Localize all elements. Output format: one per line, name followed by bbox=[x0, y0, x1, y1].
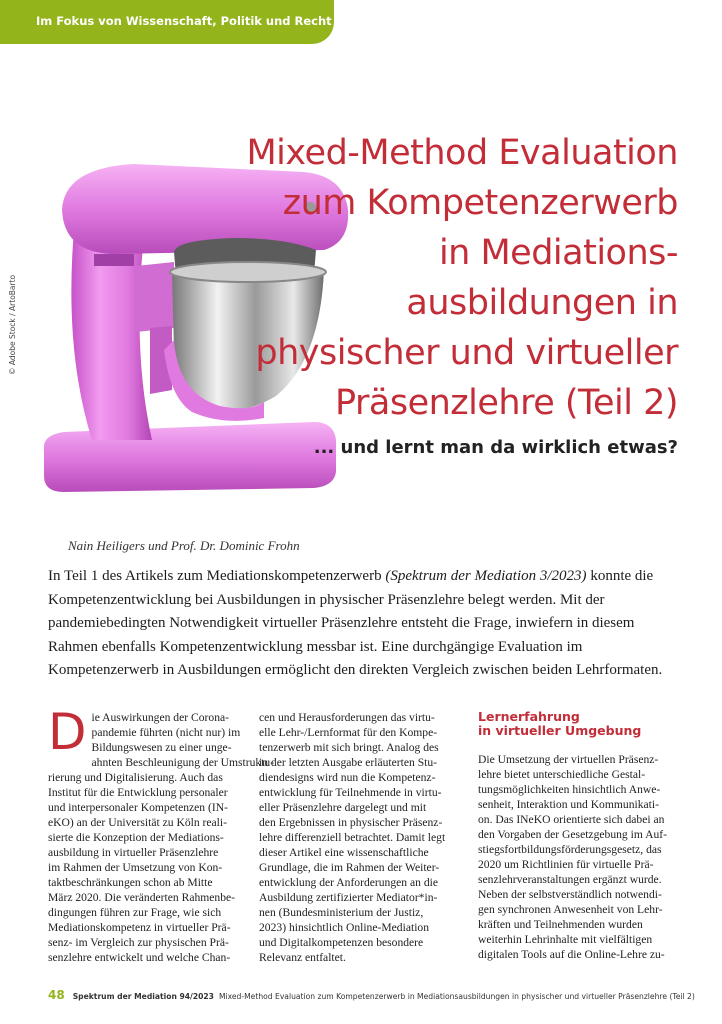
section-label: Im Fokus von Wissenschaft, Politik und Recht bbox=[36, 14, 332, 28]
authors: Nain Heiligers und Prof. Dr. Dominic Frohn bbox=[68, 538, 300, 553]
text-line: Ausbildung zertifizierter Mediator*in- bbox=[259, 891, 438, 904]
running-title: Mixed-Method Evaluation zum Kompetenzerwerb in Mediationsausbildungen in physischer und virtueller Präsenzlehre (Teil 2) bbox=[218, 992, 695, 1001]
text-line: lehre bietet unterschiedliche Gestal- bbox=[478, 768, 646, 781]
image-credit: © Adobe Stock / ArtoBarto bbox=[8, 274, 17, 375]
text-line: eller Präsenzlehre dargelegt und mit bbox=[259, 801, 427, 814]
text-line: im Rahmen der Umsetzung von Kon- bbox=[48, 861, 223, 874]
page-footer bbox=[48, 988, 695, 1002]
text-line: ahnten Beschleunigung der Umstruktu- bbox=[91, 756, 275, 769]
text-line: Die Umsetzung der virtuellen Präsenz- bbox=[478, 753, 659, 766]
text-line: März 2020. Die veränderten Rahmenbe- bbox=[48, 891, 236, 904]
text-line: senheit, Interaktion und Kommunikati- bbox=[478, 798, 659, 811]
text-line: pandemie führten (nicht nur) im bbox=[91, 726, 241, 739]
title-line: zum Kompetenzerwerb bbox=[282, 183, 678, 223]
title-line: in Mediations- bbox=[438, 233, 678, 273]
text-line: Grundlage, die im Rahmen der Weiter- bbox=[259, 861, 440, 874]
text-line: ie Auswirkungen der Corona- bbox=[91, 711, 229, 724]
text-line: on. Das INeKO orientierte sich dabei an bbox=[478, 813, 665, 826]
text-line: senzlehrveranstaltungen ergänzt wurde. bbox=[478, 873, 662, 886]
text-line: stiegsfortbildungsförderungsgesetz, das bbox=[478, 843, 662, 856]
page-number: 48 bbox=[48, 988, 65, 1002]
text-line: entwicklung der Anforderungen an die bbox=[259, 876, 439, 889]
text-line: und interpersonaler Kompetenzen (IN- bbox=[48, 801, 228, 814]
text-line: weiterhin Lehrinhalte mit vielfältigen bbox=[478, 933, 653, 946]
text-line: Mediationskompetenz in virtueller Prä- bbox=[48, 921, 231, 934]
text-line: Neben der selbstverständlich notwendi- bbox=[478, 888, 662, 901]
section-tab bbox=[0, 0, 334, 44]
title-line: ausbildungen in bbox=[406, 283, 678, 323]
text-line: und Digitalkompetenzen besondere bbox=[259, 936, 424, 949]
text-line: gen synchronen Anwesenheit von Lehr- bbox=[478, 903, 663, 916]
title-line: Präsenzlehre (Teil 2) bbox=[335, 383, 678, 423]
text-line: entwicklung für Teilnehmende in virtu- bbox=[259, 786, 442, 799]
text-line: senz- im Vergleich zur physischen Prä- bbox=[48, 936, 229, 949]
text-line: eKO) an der Universität zu Köln reali- bbox=[48, 816, 227, 829]
article-title bbox=[198, 128, 678, 428]
drop-cap: D bbox=[48, 703, 87, 761]
text-line: kräften und Teilnehmenden wurden bbox=[478, 918, 643, 931]
text-line: 2020 um Richtlinien für virtuelle Prä- bbox=[478, 858, 654, 871]
text-line: senzlehre entwickelt und welche Chan- bbox=[48, 951, 231, 964]
text-line: elle Lehr-/Lernformat für den Kompe- bbox=[259, 726, 438, 739]
text-line: dingungen führen zur Frage, wie sich bbox=[48, 906, 222, 919]
text-line: dieser Artikel eine wissenschaftliche bbox=[259, 846, 429, 859]
lead-text: konnte die Kompetenzentwicklung bei Ausbildungen in physischer Präsenzlehre belegt werden. Mit der pandemiebedingten Notwendigkeit virtueller Präsenzlehre entsteht die Frage, inwiefern in diesem Rahmen ebenfalls Kompetenzentwicklung messbar ist. Eine durchgängige Evaluation im Kompetenzerwerb in Ausbildungen ermöglicht den direkten Vergleich zwischen beiden Lehrformaten. bbox=[48, 568, 663, 678]
heading-line: Lernerfahrung bbox=[478, 709, 580, 724]
body-column-3 bbox=[478, 710, 674, 962]
text-line: den Ergebnissen in physischer Präsenz- bbox=[259, 816, 443, 829]
text-line: diendesigns wird nun die Kompetenz- bbox=[259, 771, 436, 784]
text-line: rierung und Digitalisierung. Auch das bbox=[48, 771, 223, 784]
text-line: Bildungswesen zu einer unge- bbox=[91, 741, 232, 754]
body-column-1 bbox=[48, 703, 275, 965]
section-heading bbox=[478, 710, 674, 738]
heading-line: in virtueller Umgebung bbox=[478, 723, 642, 738]
text-line: nen (Bundesministerium der Justiz, bbox=[259, 906, 424, 919]
text-line: tenzerwerb mit sich bringt. Analog des bbox=[259, 741, 439, 754]
title-line: Mixed-Method Evaluation bbox=[246, 133, 678, 173]
body-column-2 bbox=[259, 710, 455, 965]
text-line: ausbildung in virtueller Präsenzlehre bbox=[48, 846, 219, 859]
text-line: Institut für die Entwicklung personaler bbox=[48, 786, 228, 799]
text-line: den Vorgaben der Gesetzgebung im Auf- bbox=[478, 828, 667, 841]
text-line: cen und Herausforderungen das virtu- bbox=[259, 711, 435, 724]
text-line: in der letzten Ausgabe erläuterten Stu- bbox=[259, 756, 438, 769]
text-line: digitalen Tools auf die Online-Lehre zu- bbox=[478, 948, 665, 961]
text-line: sierte die Konzeption der Mediations- bbox=[48, 831, 224, 844]
article-subtitle: ... und lernt man da wirklich etwas? bbox=[313, 437, 678, 458]
lead-citation: (Spektrum der Mediation 3/2023) bbox=[385, 568, 587, 584]
magazine-name: Spektrum der Mediation 94/2023 bbox=[72, 992, 214, 1001]
text-line: tungsmöglichkeiten hinsichtlich Anwe- bbox=[478, 783, 661, 796]
text-line: 2023) hinsichtlich Online-Mediation bbox=[259, 921, 430, 934]
lead-text: In Teil 1 des Artikels zum Mediationskompetenzerwerb bbox=[48, 568, 386, 584]
text-line: lehre differenziell betrachtet. Damit legt bbox=[259, 831, 446, 844]
lead-paragraph bbox=[48, 565, 676, 683]
text-line: taktbeschränkungen schon ab Mitte bbox=[48, 876, 213, 889]
text-line: Relevanz entfaltet. bbox=[259, 951, 346, 964]
title-line: physischer und virtueller bbox=[255, 333, 678, 373]
